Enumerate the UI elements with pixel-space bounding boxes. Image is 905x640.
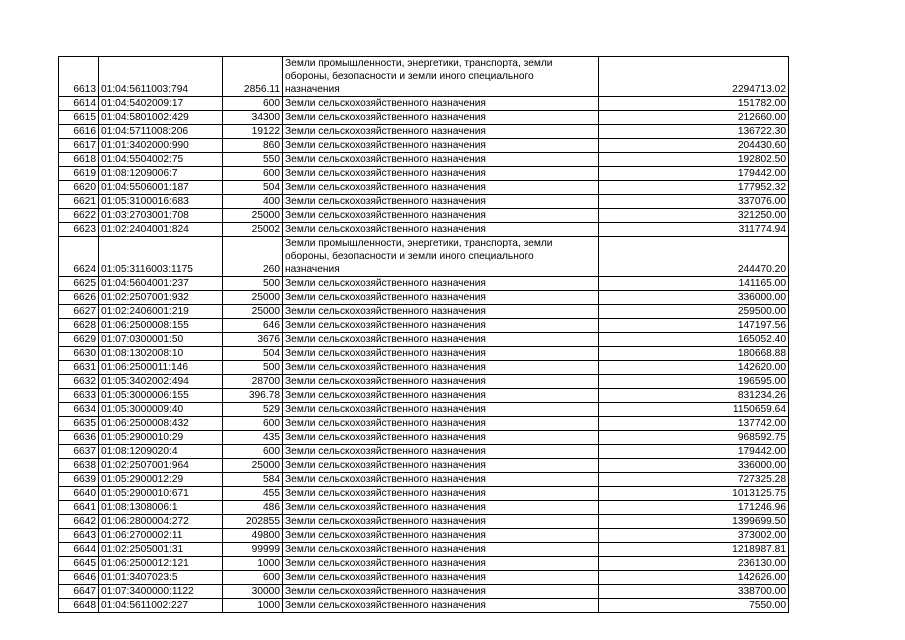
cadastral-value-cell[interactable]: 136722.30: [599, 125, 789, 139]
land-category-cell[interactable]: [283, 305, 599, 319]
table-row: [59, 223, 789, 237]
cadastral-value-cell[interactable]: 337076.00: [599, 195, 789, 209]
row-number-cell[interactable]: 6625: [59, 277, 99, 291]
area-cell[interactable]: 860: [223, 139, 283, 153]
area-cell[interactable]: 600: [223, 97, 283, 111]
cadastral-value-cell[interactable]: 338700.00: [599, 585, 789, 599]
table-row: [59, 389, 789, 403]
area-cell[interactable]: 646: [223, 319, 283, 333]
cadastral-value-cell[interactable]: 141165.00: [599, 277, 789, 291]
land-category-cell[interactable]: [283, 291, 599, 305]
land-category-cell[interactable]: [283, 111, 599, 125]
cadastral-number-cell[interactable]: 01:06:2500012:121: [99, 557, 223, 571]
row-number-cell[interactable]: 6614: [59, 97, 99, 111]
land-category-cell[interactable]: [283, 557, 599, 571]
cadastral-value-cell[interactable]: 142626.00: [599, 571, 789, 585]
land-category-line: Земли сельскохозяйственного назначения: [285, 154, 486, 165]
cadastral-number-cell[interactable]: 01:02:2507001:964: [99, 459, 223, 473]
cadastral-number-cell[interactable]: 01:04:5604001:237: [99, 277, 223, 291]
land-category-line: Земли сельскохозяйственного назначения: [285, 182, 486, 193]
cadastral-number-cell[interactable]: 01:04:5711008:206: [99, 125, 223, 139]
table-row: [59, 333, 789, 347]
land-category-cell[interactable]: [283, 125, 599, 139]
table-row: [59, 515, 789, 529]
row-number-cell[interactable]: 6638: [59, 459, 99, 473]
land-category-line: Земли сельскохозяйственного назначения: [285, 572, 486, 583]
cadastral-value-cell[interactable]: 179442.00: [599, 167, 789, 181]
row-number-cell[interactable]: 6633: [59, 389, 99, 403]
row-number-cell[interactable]: 6617: [59, 139, 99, 153]
cadastral-value-cell[interactable]: 321250.00: [599, 209, 789, 223]
cadastral-number-cell[interactable]: 01:06:2500008:155: [99, 319, 223, 333]
area-cell[interactable]: 34300: [223, 111, 283, 125]
land-category-cell[interactable]: [283, 181, 599, 195]
cadastral-value-cell[interactable]: 727325.28: [599, 473, 789, 487]
land-category-line: Земли сельскохозяйственного назначения: [285, 168, 486, 179]
cadastral-value-cell[interactable]: 2294713.02: [599, 57, 789, 97]
area-cell[interactable]: 396.78: [223, 389, 283, 403]
cadastral-number-cell[interactable]: 01:02:2507001:932: [99, 291, 223, 305]
cadastral-number-cell[interactable]: 01:07:3400000:1122: [99, 585, 223, 599]
row-number-cell[interactable]: 6618: [59, 153, 99, 167]
area-cell[interactable]: 30000: [223, 585, 283, 599]
row-number-cell[interactable]: 6634: [59, 403, 99, 417]
row-number-cell[interactable]: 6646: [59, 571, 99, 585]
cadastral-value-cell[interactable]: 831234.26: [599, 389, 789, 403]
land-category-cell[interactable]: [283, 501, 599, 515]
row-number-cell[interactable]: 6645: [59, 557, 99, 571]
row-number-cell[interactable]: 6631: [59, 361, 99, 375]
area-cell[interactable]: 25000: [223, 459, 283, 473]
cadastral-value-cell[interactable]: 192802.50: [599, 153, 789, 167]
area-cell[interactable]: 600: [223, 571, 283, 585]
land-category-cell[interactable]: [283, 209, 599, 223]
area-cell[interactable]: 25002: [223, 223, 283, 237]
cadastral-number-cell[interactable]: 01:05:3000009:40: [99, 403, 223, 417]
land-category-line: Земли сельскохозяйственного назначения: [285, 404, 486, 415]
cadastral-number-cell[interactable]: 01:05:2900012:29: [99, 473, 223, 487]
table-row: [59, 445, 789, 459]
cadastral-number-cell[interactable]: 01:05:2900010:671: [99, 487, 223, 501]
cadastral-value-cell[interactable]: 1150659.64: [599, 403, 789, 417]
land-category-line: Земли сельскохозяйственного назначения: [285, 544, 486, 555]
row-number-cell[interactable]: 6643: [59, 529, 99, 543]
cadastral-number-cell[interactable]: 01:06:2500011:146: [99, 361, 223, 375]
land-category-cell[interactable]: [283, 445, 599, 459]
land-category-cell[interactable]: [283, 417, 599, 431]
land-category-line: Земли сельскохозяйственного назначения: [285, 474, 486, 485]
spreadsheet-page: [58, 56, 789, 613]
cadastral-value-cell[interactable]: 171246.96: [599, 501, 789, 515]
area-cell[interactable]: 99999: [223, 543, 283, 557]
land-category-cell[interactable]: [283, 487, 599, 501]
land-category-cell[interactable]: [283, 431, 599, 445]
table-row: [59, 181, 789, 195]
row-number-cell[interactable]: 6632: [59, 375, 99, 389]
row-number-cell[interactable]: 6642: [59, 515, 99, 529]
area-cell[interactable]: 500: [223, 361, 283, 375]
cadastral-number-cell[interactable]: 01:05:3116003:1175: [99, 237, 223, 277]
table-row: [59, 487, 789, 501]
cadastral-number-cell[interactable]: 01:04:5611002:227: [99, 599, 223, 613]
cadastral-value-cell[interactable]: 336000.00: [599, 291, 789, 305]
land-category-cell[interactable]: [283, 223, 599, 237]
row-number-cell[interactable]: 6647: [59, 585, 99, 599]
table-row: [59, 125, 789, 139]
row-number-cell[interactable]: 6637: [59, 445, 99, 459]
area-cell[interactable]: 25000: [223, 305, 283, 319]
area-cell[interactable]: 1000: [223, 557, 283, 571]
table-row: [59, 361, 789, 375]
row-number-cell[interactable]: 6627: [59, 305, 99, 319]
table-row: [59, 167, 789, 181]
row-number-cell[interactable]: 6624: [59, 237, 99, 277]
table-row: [59, 529, 789, 543]
area-cell[interactable]: 550: [223, 153, 283, 167]
cadastral-number-cell[interactable]: 01:02:2505001:31: [99, 543, 223, 557]
land-category-cell[interactable]: [283, 459, 599, 473]
cadastral-number-cell[interactable]: 01:04:5504002:75: [99, 153, 223, 167]
table-row: [59, 375, 789, 389]
area-cell[interactable]: 260: [223, 237, 283, 277]
land-category-line: обороны, безопасности и земли иного специального: [285, 71, 534, 82]
row-number-cell[interactable]: 6635: [59, 417, 99, 431]
land-category-line: Земли промышленности, энергетики, транспорта, земли: [285, 238, 553, 249]
land-category-cell[interactable]: [283, 473, 599, 487]
cadastral-number-cell[interactable]: 01:06:2800004:272: [99, 515, 223, 529]
cadastral-number-cell[interactable]: 01:06:2700002:11: [99, 529, 223, 543]
area-cell[interactable]: 455: [223, 487, 283, 501]
land-category-line: Земли сельскохозяйственного назначения: [285, 488, 486, 499]
land-category-cell[interactable]: [283, 333, 599, 347]
cadastral-number-cell[interactable]: 01:08:1209006:7: [99, 167, 223, 181]
area-cell[interactable]: 25000: [223, 291, 283, 305]
cadastral-number-cell[interactable]: 01:04:5506001:187: [99, 181, 223, 195]
land-category-cell[interactable]: [283, 57, 599, 97]
row-number-cell[interactable]: 6615: [59, 111, 99, 125]
land-category-cell[interactable]: [283, 347, 599, 361]
land-category-cell[interactable]: [283, 389, 599, 403]
area-cell[interactable]: 49800: [223, 529, 283, 543]
cadastral-number-cell[interactable]: 01:05:3000006:155: [99, 389, 223, 403]
land-category-line: Земли сельскохозяйственного назначения: [285, 390, 486, 401]
land-category-cell[interactable]: [283, 599, 599, 613]
land-category-cell[interactable]: [283, 375, 599, 389]
land-category-line: Земли сельскохозяйственного назначения: [285, 334, 486, 345]
table-row: [59, 571, 789, 585]
table-row: [59, 347, 789, 361]
cadastral-value-cell[interactable]: 142620.00: [599, 361, 789, 375]
land-category-line: Земли сельскохозяйственного назначения: [285, 600, 486, 611]
cadastral-value-cell[interactable]: 204430.60: [599, 139, 789, 153]
area-cell[interactable]: 504: [223, 181, 283, 195]
land-category-line: Земли сельскохозяйственного назначения: [285, 278, 486, 289]
land-category-cell[interactable]: [283, 571, 599, 585]
cadastral-value-cell[interactable]: 1399699.50: [599, 515, 789, 529]
cadastral-number-cell[interactable]: 01:08:1302008:10: [99, 347, 223, 361]
table-row: [59, 599, 789, 613]
cadastral-number-cell[interactable]: 01:07:0300001:50: [99, 333, 223, 347]
land-category-cell[interactable]: [283, 529, 599, 543]
area-cell[interactable]: 28700: [223, 375, 283, 389]
area-cell[interactable]: 2856.11: [223, 57, 283, 97]
land-category-line: Земли сельскохозяйственного назначения: [285, 98, 486, 109]
area-cell[interactable]: 435: [223, 431, 283, 445]
row-number-cell[interactable]: 6620: [59, 181, 99, 195]
land-category-cell[interactable]: [283, 167, 599, 181]
cadastral-value-cell[interactable]: 244470.20: [599, 237, 789, 277]
cadastral-number-cell[interactable]: 01:01:3407023:5: [99, 571, 223, 585]
land-category-line: Земли сельскохозяйственного назначения: [285, 432, 486, 443]
land-category-line: Земли сельскохозяйственного назначения: [285, 348, 486, 359]
row-number-cell[interactable]: 6619: [59, 167, 99, 181]
area-cell[interactable]: 1000: [223, 599, 283, 613]
area-cell[interactable]: 3676: [223, 333, 283, 347]
land-category-line: Земли сельскохозяйственного назначения: [285, 362, 486, 373]
cadastral-value-cell[interactable]: 177952.32: [599, 181, 789, 195]
area-cell[interactable]: 584: [223, 473, 283, 487]
cadastral-number-cell[interactable]: 01:04:5402009:17: [99, 97, 223, 111]
land-category-cell[interactable]: [283, 403, 599, 417]
cadastral-number-cell[interactable]: 01:04:5611003:794: [99, 57, 223, 97]
row-number-cell[interactable]: 6621: [59, 195, 99, 209]
cadastral-number-cell[interactable]: 01:08:1209020:4: [99, 445, 223, 459]
land-category-cell[interactable]: [283, 195, 599, 209]
land-category-cell[interactable]: [283, 153, 599, 167]
table-row: [59, 473, 789, 487]
cadastral-number-cell[interactable]: 01:04:5801002:429: [99, 111, 223, 125]
land-category-cell[interactable]: [283, 139, 599, 153]
land-category-cell[interactable]: [283, 237, 599, 277]
land-category-line: Земли сельскохозяйственного назначения: [285, 306, 486, 317]
land-category-line: Земли сельскохозяйственного назначения: [285, 140, 486, 151]
cadastral-value-cell[interactable]: 311774.94: [599, 223, 789, 237]
cadastral-value-cell[interactable]: 968592.75: [599, 431, 789, 445]
table-row: [59, 111, 789, 125]
cadastral-value-cell[interactable]: 196595.00: [599, 375, 789, 389]
row-number-cell[interactable]: 6628: [59, 319, 99, 333]
land-category-cell[interactable]: [283, 319, 599, 333]
table-row: [59, 57, 789, 97]
cadastral-value-cell[interactable]: 236130.00: [599, 557, 789, 571]
table-row: [59, 543, 789, 557]
table-row: [59, 209, 789, 223]
area-cell[interactable]: 600: [223, 167, 283, 181]
area-cell[interactable]: 25000: [223, 209, 283, 223]
land-category-line: Земли сельскохозяйственного назначения: [285, 516, 486, 527]
cadastral-number-cell[interactable]: 01:01:3402000:990: [99, 139, 223, 153]
table-row: [59, 417, 789, 431]
cadastral-number-cell[interactable]: 01:05:3100016:683: [99, 195, 223, 209]
land-category-line: Земли сельскохозяйственного назначения: [285, 502, 486, 513]
area-cell[interactable]: 400: [223, 195, 283, 209]
cadastral-number-cell[interactable]: 01:08:1308006:1: [99, 501, 223, 515]
row-number-cell[interactable]: 6648: [59, 599, 99, 613]
land-category-line: обороны, безопасности и земли иного специального: [285, 251, 534, 262]
cadastral-value-cell[interactable]: 373002.00: [599, 529, 789, 543]
land-category-line: Земли сельскохозяйственного назначения: [285, 460, 486, 471]
table-row: [59, 277, 789, 291]
row-number-cell[interactable]: 6626: [59, 291, 99, 305]
table-row: [59, 459, 789, 473]
cadastral-value-cell[interactable]: 212660.00: [599, 111, 789, 125]
land-category-cell[interactable]: [283, 515, 599, 529]
table-body: [59, 57, 789, 613]
table-row: [59, 319, 789, 333]
row-number-cell[interactable]: 6641: [59, 501, 99, 515]
land-category-line: Земли сельскохозяйственного назначения: [285, 224, 486, 235]
row-number-cell[interactable]: 6639: [59, 473, 99, 487]
table-row: [59, 557, 789, 571]
cadastral-value-cell[interactable]: 7550.00: [599, 599, 789, 613]
land-category-line: назначения: [285, 84, 340, 95]
land-category-line: Земли промышленности, энергетики, транспорта, земли: [285, 58, 553, 69]
land-category-cell[interactable]: [283, 543, 599, 557]
row-number-cell[interactable]: 6623: [59, 223, 99, 237]
row-number-cell[interactable]: 6640: [59, 487, 99, 501]
row-number-cell[interactable]: 6636: [59, 431, 99, 445]
area-cell[interactable]: 202855: [223, 515, 283, 529]
table-row: [59, 237, 789, 277]
cadastral-value-cell[interactable]: 147197.56: [599, 319, 789, 333]
land-category-cell[interactable]: [283, 585, 599, 599]
table-row: [59, 97, 789, 111]
cadastral-number-cell[interactable]: 01:05:3402002:494: [99, 375, 223, 389]
cadastral-number-cell[interactable]: 01:05:2900010:29: [99, 431, 223, 445]
cadastral-value-cell[interactable]: 1218987.81: [599, 543, 789, 557]
table-row: [59, 153, 789, 167]
row-number-cell[interactable]: 6613: [59, 57, 99, 97]
table-row: [59, 585, 789, 599]
cadastral-number-cell[interactable]: 01:06:2500008:432: [99, 417, 223, 431]
cadastral-number-cell[interactable]: 01:02:2406001:219: [99, 305, 223, 319]
land-category-line: Земли сельскохозяйственного назначения: [285, 126, 486, 137]
table-row: [59, 195, 789, 209]
cadastral-number-cell[interactable]: 01:02:2404001:824: [99, 223, 223, 237]
area-cell[interactable]: 600: [223, 417, 283, 431]
row-number-cell[interactable]: 6616: [59, 125, 99, 139]
area-cell[interactable]: 500: [223, 277, 283, 291]
cadastral-value-cell[interactable]: 259500.00: [599, 305, 789, 319]
land-category-line: Земли сельскохозяйственного назначения: [285, 292, 486, 303]
row-number-cell[interactable]: 6644: [59, 543, 99, 557]
cadastral-value-cell[interactable]: 137742.00: [599, 417, 789, 431]
land-category-cell[interactable]: [283, 361, 599, 375]
cadastral-value-cell[interactable]: 336000.00: [599, 459, 789, 473]
cadastral-value-cell[interactable]: 180668.88: [599, 347, 789, 361]
land-category-line: назначения: [285, 264, 340, 275]
cadastral-number-cell[interactable]: 01:03:2703001:708: [99, 209, 223, 223]
land-category-line: Земли сельскохозяйственного назначения: [285, 558, 486, 569]
table-row: [59, 431, 789, 445]
land-category-cell[interactable]: [283, 97, 599, 111]
area-cell[interactable]: 504: [223, 347, 283, 361]
area-cell[interactable]: 600: [223, 445, 283, 459]
land-category-line: Земли сельскохозяйственного назначения: [285, 320, 486, 331]
cadastral-value-cell[interactable]: 165052.40: [599, 333, 789, 347]
land-category-line: Земли сельскохозяйственного назначения: [285, 530, 486, 541]
land-category-line: Земли сельскохозяйственного назначения: [285, 418, 486, 429]
area-cell[interactable]: 529: [223, 403, 283, 417]
land-plots-table: [58, 56, 789, 613]
land-category-line: Земли сельскохозяйственного назначения: [285, 586, 486, 597]
table-row: [59, 501, 789, 515]
row-number-cell[interactable]: 6630: [59, 347, 99, 361]
table-row: [59, 305, 789, 319]
cadastral-value-cell[interactable]: 151782.00: [599, 97, 789, 111]
table-row: [59, 139, 789, 153]
land-category-line: Земли сельскохозяйственного назначения: [285, 376, 486, 387]
land-category-line: Земли сельскохозяйственного назначения: [285, 196, 486, 207]
area-cell[interactable]: 486: [223, 501, 283, 515]
row-number-cell[interactable]: 6629: [59, 333, 99, 347]
cadastral-value-cell[interactable]: 179442.00: [599, 445, 789, 459]
land-category-cell[interactable]: [283, 277, 599, 291]
table-row: [59, 403, 789, 417]
table-row: [59, 291, 789, 305]
cadastral-value-cell[interactable]: 1013125.75: [599, 487, 789, 501]
row-number-cell[interactable]: 6622: [59, 209, 99, 223]
area-cell[interactable]: 19122: [223, 125, 283, 139]
land-category-line: Земли сельскохозяйственного назначения: [285, 112, 486, 123]
land-category-line: Земли сельскохозяйственного назначения: [285, 446, 486, 457]
land-category-line: Земли сельскохозяйственного назначения: [285, 210, 486, 221]
